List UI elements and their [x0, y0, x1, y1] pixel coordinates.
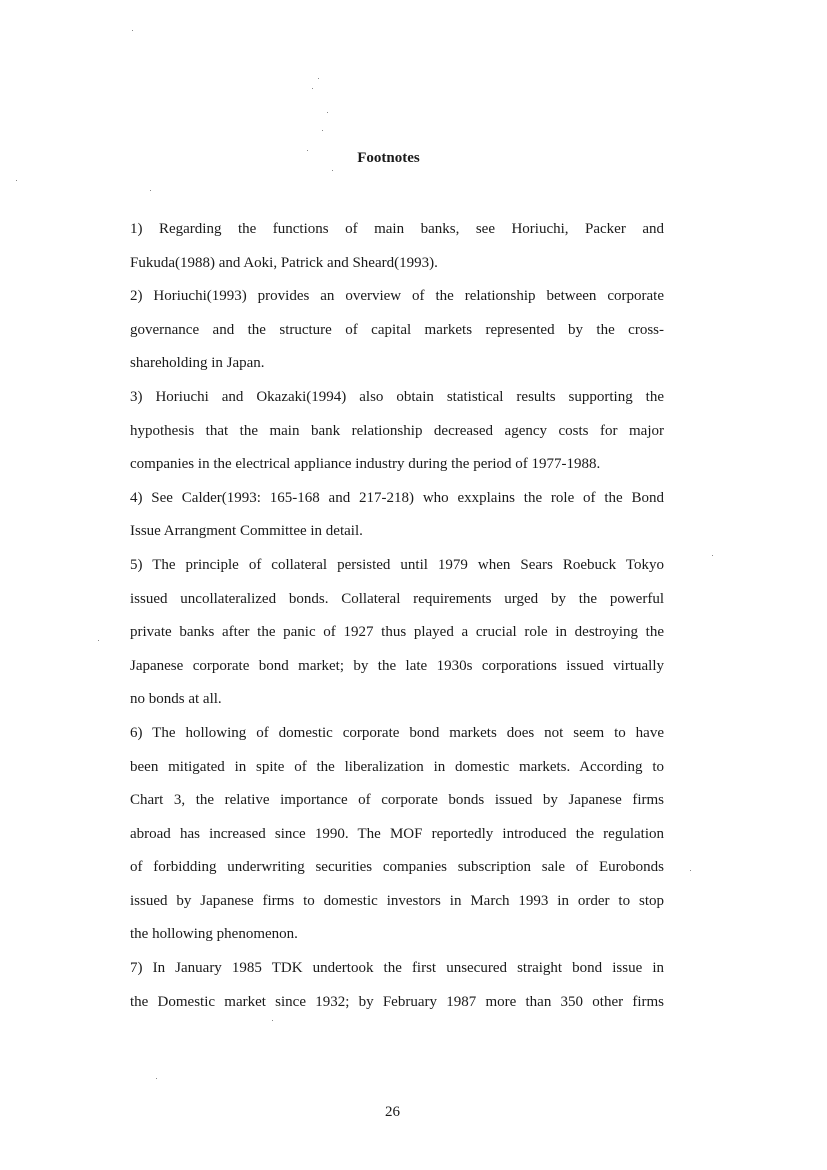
- footnote-line: the hollowing phenomenon.: [130, 926, 298, 943]
- footnote-line: the Domestic market since 1932; by February 1987 more than 350 other firms: [130, 993, 664, 1010]
- footnote-line: 3) Horiuchi and Okazaki(1994) also obtain statistical results supporting the: [130, 388, 664, 405]
- footnote-line: shareholding in Japan.: [130, 355, 265, 372]
- scan-speck: [327, 112, 328, 113]
- footnote-line: companies in the electrical appliance industry during the period of 1977-1988.: [130, 456, 601, 473]
- footnote-line: private banks after the panic of 1927 thus played a crucial role in destroying the: [130, 624, 664, 641]
- footnote-line: Fukuda(1988) and Aoki, Patrick and Sheard(1993).: [130, 254, 438, 271]
- scan-speck: [272, 1020, 273, 1021]
- footnote-line: abroad has increased since 1990. The MOF reportedly introduced the regulation: [130, 825, 664, 842]
- page-title: [0, 150, 827, 167]
- scan-speck: [16, 180, 17, 181]
- footnote-line: 4) See Calder(1993: 165-168 and 217-218) who exxplains the role of the Bond: [130, 489, 664, 506]
- page-title-text: Footnotes: [357, 150, 420, 166]
- footnote-line: 5) The principle of collateral persisted until 1979 when Sears Roebuck Tokyo: [130, 556, 664, 573]
- scan-speck: [712, 555, 713, 556]
- footnote-line: of forbidding underwriting securities companies subscription sale of Eurobonds: [130, 859, 664, 876]
- footnote-line: 6) The hollowing of domestic corporate bond markets does not seem to have: [130, 724, 664, 741]
- footnote-line: no bonds at all.: [130, 691, 222, 708]
- footnote-1: [130, 213, 664, 280]
- footnote-5: [130, 549, 664, 717]
- footnote-7: [130, 952, 664, 1019]
- footnote-6: [130, 717, 664, 952]
- footnote-line: governance and the structure of capital markets represented by the cross-: [130, 321, 664, 338]
- footnotes-list: [130, 213, 664, 1019]
- scan-speck: [307, 150, 308, 151]
- footnote-line: Chart 3, the relative importance of corporate bonds issued by Japanese firms: [130, 792, 664, 809]
- page-number-text: 26: [385, 1104, 400, 1120]
- footnote-line: Issue Arrangment Committee in detail.: [130, 523, 363, 540]
- scan-speck: [98, 640, 99, 641]
- scan-speck: [690, 870, 691, 871]
- footnote-line: 1) Regarding the functions of main banks, see Horiuchi, Packer and: [130, 221, 664, 237]
- footnote-3: [130, 381, 664, 482]
- scan-speck: [332, 170, 333, 171]
- footnote-line: issued uncollateralized bonds. Collateral requirements urged by the powerful: [130, 590, 664, 607]
- scan-speck: [318, 78, 319, 79]
- footnote-line: issued by Japanese firms to domestic investors in March 1993 in order to stop: [130, 892, 664, 909]
- page-number: [0, 1104, 827, 1121]
- scan-speck: [156, 1078, 157, 1079]
- footnote-line: 2) Horiuchi(1993) provides an overview of the relationship between corporate: [130, 288, 664, 305]
- footnote-4: [130, 482, 664, 549]
- footnote-line: 7) In January 1985 TDK undertook the first unsecured straight bond issue in: [130, 960, 664, 977]
- footnote-line: Japanese corporate bond market; by the late 1930s corporations issued virtually: [130, 657, 664, 674]
- scan-speck: [322, 130, 323, 131]
- footnote-2: [130, 280, 664, 381]
- footnote-line: been mitigated in spite of the liberalization in domestic markets. According to: [130, 758, 664, 775]
- scan-speck: [312, 88, 313, 89]
- scan-speck: [150, 190, 151, 191]
- scan-speck: [132, 30, 133, 31]
- footnote-line: hypothesis that the main bank relationship decreased agency costs for major: [130, 422, 664, 439]
